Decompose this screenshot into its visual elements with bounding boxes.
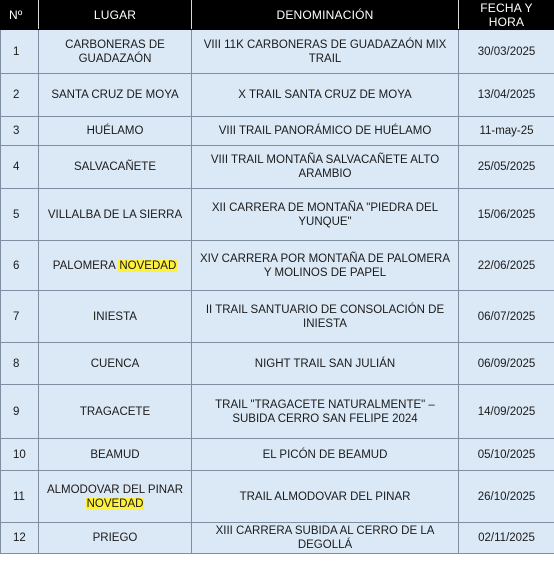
- row-lugar: [39, 146, 192, 189]
- novedad-badge: NOVEDAD: [119, 259, 177, 272]
- row-lugar: [39, 189, 192, 241]
- row-num: 7: [1, 291, 39, 343]
- row-num: 4: [1, 146, 39, 189]
- row-fecha: 13/04/2025: [459, 74, 554, 117]
- table-row: [1, 523, 554, 554]
- row-denominacion: TRAIL "TRAGACETE NATURALMENTE" – SUBIDA CERRO SAN FELIPE 2024: [192, 385, 459, 439]
- table-row: [1, 291, 554, 343]
- lugar-text: TRAGACETE: [79, 405, 151, 418]
- row-fecha: 14/09/2025: [459, 385, 554, 439]
- row-num: 11: [1, 471, 39, 523]
- header-row: [1, 1, 554, 30]
- lugar-text: VILLALBA DE LA SIERRA: [47, 208, 183, 221]
- row-denominacion: VIII TRAIL MONTAÑA SALVACAÑETE ALTO ARAMBIO: [192, 146, 459, 189]
- row-denominacion: VIII 11K CARBONERAS DE GUADAZAÓN MIX TRAIL: [192, 30, 459, 74]
- row-fecha: 22/06/2025: [459, 241, 554, 291]
- table-row: [1, 385, 554, 439]
- lugar-text: HUÉLAMO: [86, 125, 144, 137]
- row-fecha: 06/07/2025: [459, 291, 554, 343]
- row-lugar: [39, 471, 192, 523]
- row-denominacion: NIGHT TRAIL SAN JULIÁN: [192, 343, 459, 385]
- row-lugar: [39, 343, 192, 385]
- table-row: [1, 343, 554, 385]
- row-denominacion: XIV CARRERA POR MONTAÑA DE PALOMERA Y MOLINOS DE PAPEL: [192, 241, 459, 291]
- row-denominacion: XII CARRERA DE MONTAÑA "PIEDRA DEL YUNQUE": [192, 189, 459, 241]
- lugar-text: CARBONERAS DE GUADAZAÓN: [65, 38, 165, 65]
- row-lugar: [39, 291, 192, 343]
- header-num: Nº: [1, 1, 39, 30]
- row-denominacion: X TRAIL SANTA CRUZ DE MOYA: [192, 74, 459, 117]
- row-num: 2: [1, 74, 39, 117]
- table-row: [1, 146, 554, 189]
- row-lugar: [39, 523, 192, 554]
- row-num: 3: [1, 117, 39, 146]
- lugar-text: BEAMUD: [90, 448, 140, 461]
- table-row: [1, 30, 554, 74]
- table-row: [1, 471, 554, 523]
- row-num: 6: [1, 241, 39, 291]
- lugar-text: INIESTA: [93, 310, 137, 323]
- row-lugar: [39, 385, 192, 439]
- row-lugar: [39, 439, 192, 471]
- row-fecha: 05/10/2025: [459, 439, 554, 471]
- row-lugar: [39, 241, 192, 291]
- table-row: [1, 439, 554, 471]
- row-num: 5: [1, 189, 39, 241]
- table-row: [1, 189, 554, 241]
- novedad-badge: NOVEDAD: [86, 497, 144, 510]
- table-header: [1, 1, 554, 30]
- row-fecha: 30/03/2025: [459, 30, 554, 74]
- table-row: [1, 74, 554, 117]
- lugar-text: PALOMERA: [52, 259, 116, 272]
- row-fecha: 11-may-25: [459, 117, 554, 146]
- header-denominacion: DENOMINACIÓN: [192, 1, 459, 30]
- row-fecha: 02/11/2025: [459, 523, 554, 554]
- row-fecha: 26/10/2025: [459, 471, 554, 523]
- table-row: [1, 241, 554, 291]
- header-lugar: LUGAR: [39, 1, 192, 30]
- lugar-text: ALMODOVAR DEL PINAR: [46, 483, 184, 496]
- lugar-text: SALVACAÑETE: [73, 161, 157, 173]
- row-denominacion: II TRAIL SANTUARIO DE CONSOLACIÓN DE INIESTA: [192, 291, 459, 343]
- row-lugar: [39, 74, 192, 117]
- row-fecha: 06/09/2025: [459, 343, 554, 385]
- row-fecha: 25/05/2025: [459, 146, 554, 189]
- table-body: [1, 30, 554, 554]
- row-denominacion: XIII CARRERA SUBIDA AL CERRO DE LA DEGOLLÁ: [192, 523, 459, 554]
- row-num: 1: [1, 30, 39, 74]
- row-num: 10: [1, 439, 39, 471]
- row-num: 8: [1, 343, 39, 385]
- row-num: 9: [1, 385, 39, 439]
- table-row: [1, 117, 554, 146]
- row-fecha: 15/06/2025: [459, 189, 554, 241]
- lugar-text: CUENCA: [90, 357, 140, 370]
- row-num: 12: [1, 523, 39, 554]
- header-fecha: FECHA Y HORA: [459, 1, 554, 30]
- row-denominacion: EL PICÓN DE BEAMUD: [192, 439, 459, 471]
- row-lugar: [39, 30, 192, 74]
- row-denominacion: VIII TRAIL PANORÁMICO DE HUÉLAMO: [192, 117, 459, 146]
- row-denominacion: TRAIL ALMODOVAR DEL PINAR: [192, 471, 459, 523]
- row-lugar: [39, 117, 192, 146]
- lugar-text: PRIEGO: [92, 532, 138, 544]
- lugar-text: SANTA CRUZ DE MOYA: [51, 89, 179, 101]
